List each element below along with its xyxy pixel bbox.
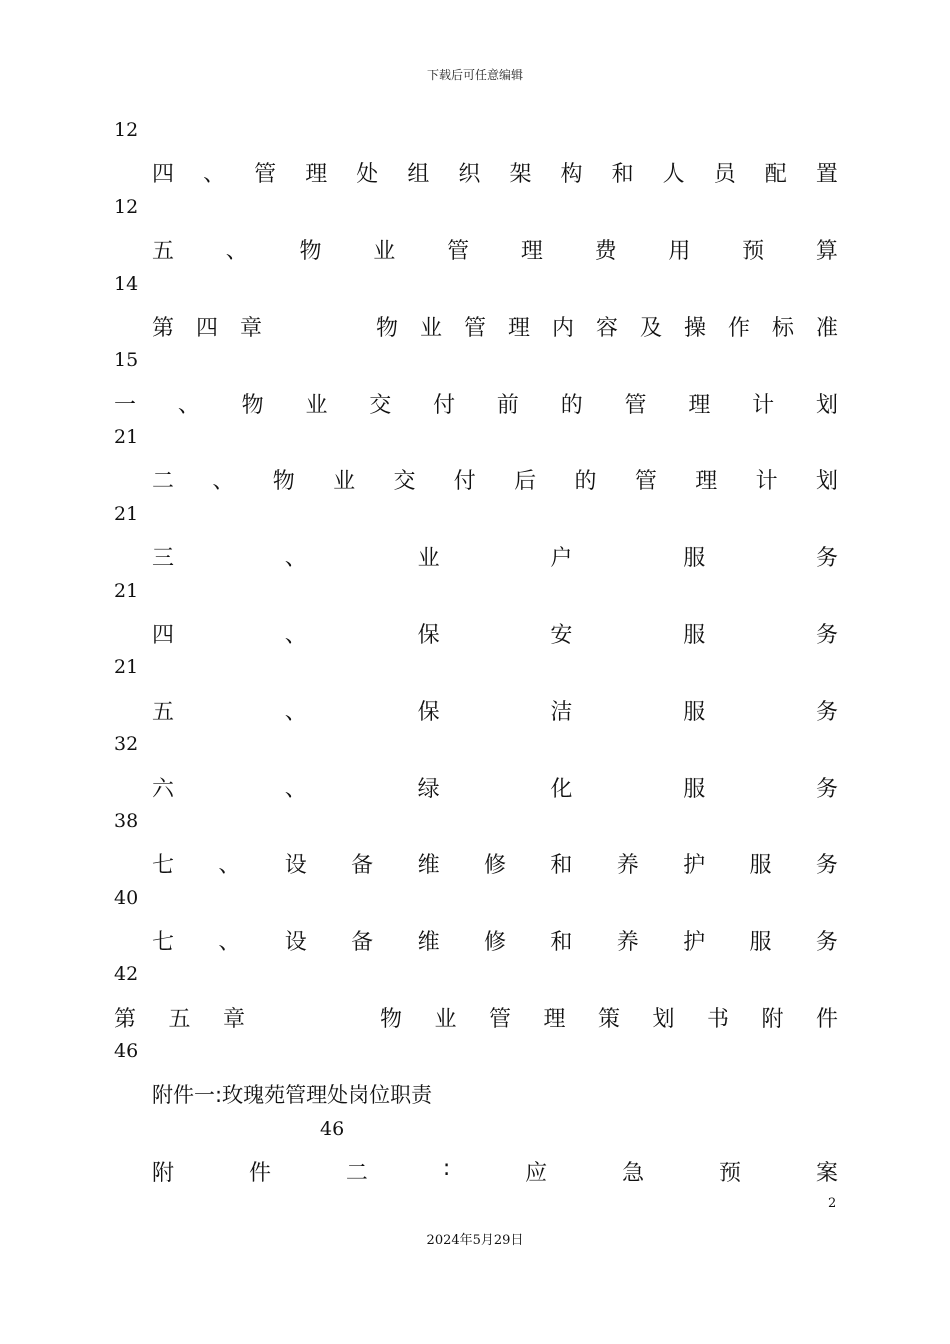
toc-char: 四 xyxy=(196,316,219,341)
toc-char: 交 xyxy=(369,393,392,418)
toc-char: 及 xyxy=(639,316,662,341)
page-header: 下载后可任意编辑 xyxy=(426,68,523,82)
toc-char: 策 xyxy=(597,1007,620,1032)
toc-char: 前 xyxy=(496,393,519,418)
toc-entry[interactable] xyxy=(152,464,838,495)
toc-char: 服 xyxy=(749,930,772,955)
toc-chapter-entry[interactable] xyxy=(114,1002,838,1033)
toc-char: 修 xyxy=(483,930,506,955)
toc-char: 算 xyxy=(815,239,838,264)
toc-entry[interactable] xyxy=(152,772,838,803)
toc-char: 三 xyxy=(152,546,175,571)
toc-char: 标 xyxy=(771,316,794,341)
toc-char: 理 xyxy=(507,316,530,341)
toc-char: 物 xyxy=(272,469,295,494)
toc-char: 、 xyxy=(177,393,200,418)
toc-char: 内 xyxy=(551,316,574,341)
toc-char: 户 xyxy=(550,546,573,571)
toc-char: 理 xyxy=(695,469,718,494)
toc-page-number: 46 xyxy=(320,1118,345,1140)
toc-char: 置 xyxy=(815,162,838,187)
toc-char: 章 xyxy=(223,1007,246,1032)
toc-char: 服 xyxy=(683,546,706,571)
toc-char: 费 xyxy=(594,239,617,264)
toc-char: 、 xyxy=(212,469,235,494)
toc-char: 交 xyxy=(393,469,416,494)
toc-entry[interactable] xyxy=(152,157,838,188)
toc-char: 件 xyxy=(248,1161,271,1186)
toc-char: 容 xyxy=(595,316,618,341)
toc-char: 用 xyxy=(668,239,691,264)
toc-char: 服 xyxy=(683,623,706,648)
toc-page-number: 40 xyxy=(114,887,139,909)
toc-char: 务 xyxy=(815,700,838,725)
toc-char: 护 xyxy=(683,930,706,955)
toc-char: 服 xyxy=(749,853,772,878)
toc-page-number: 15 xyxy=(114,349,139,371)
toc-char: 四 xyxy=(152,162,175,187)
toc-char: 养 xyxy=(616,853,639,878)
toc-char: 化 xyxy=(550,777,573,802)
toc-char: 、 xyxy=(218,930,241,955)
toc-char: 务 xyxy=(815,546,838,571)
toc-char: 和 xyxy=(611,162,634,187)
toc-char: 操 xyxy=(683,316,706,341)
toc-page-number: 21 xyxy=(114,580,139,602)
toc-char: 洁 xyxy=(550,700,573,725)
toc-page-number: 42 xyxy=(114,963,139,985)
toc-char: 设 xyxy=(284,853,307,878)
toc-char: 管 xyxy=(624,393,647,418)
toc-char: 维 xyxy=(417,853,440,878)
toc-char: 划 xyxy=(815,469,838,494)
toc-char: 服 xyxy=(683,700,706,725)
toc-page-number: 21 xyxy=(114,426,139,448)
toc-char: 业 xyxy=(419,316,442,341)
toc-entry[interactable] xyxy=(152,618,838,649)
toc-page-number: 14 xyxy=(114,273,139,295)
toc-char: 章 xyxy=(240,316,263,341)
toc-char: 物 xyxy=(241,393,264,418)
toc-char: 组 xyxy=(407,162,430,187)
toc-char: 五 xyxy=(152,239,175,264)
toc-char: 业 xyxy=(434,1007,457,1032)
toc-char: 维 xyxy=(417,930,440,955)
toc-char: 业 xyxy=(305,393,328,418)
toc-char: 管 xyxy=(463,316,486,341)
toc-char: 预 xyxy=(742,239,765,264)
toc-char: 准 xyxy=(815,316,838,341)
toc-char: 和 xyxy=(550,853,573,878)
toc-entry[interactable] xyxy=(152,1156,838,1187)
toc-char: 理 xyxy=(688,393,711,418)
toc-entry[interactable] xyxy=(152,925,838,956)
toc-char: 护 xyxy=(683,853,706,878)
toc-char: 备 xyxy=(351,853,374,878)
toc-char: 保 xyxy=(417,623,440,648)
toc-page-number: 21 xyxy=(114,656,139,678)
toc-char: 第 xyxy=(114,1007,137,1032)
toc-char: 、 xyxy=(284,546,307,571)
toc-char: 织 xyxy=(458,162,481,187)
toc-char: 绿 xyxy=(417,777,440,802)
toc-chapter-entry[interactable] xyxy=(114,388,838,419)
toc-char: 和 xyxy=(550,930,573,955)
toc-char: 业 xyxy=(373,239,396,264)
toc-char: 修 xyxy=(483,853,506,878)
toc-char: 二 xyxy=(152,469,175,494)
toc-gap xyxy=(278,1002,348,1033)
toc-char: 书 xyxy=(706,1007,729,1032)
toc-char: 保 xyxy=(417,700,440,725)
toc-char: 理 xyxy=(520,239,543,264)
toc-char: 六 xyxy=(152,777,175,802)
toc-page-number: 46 xyxy=(114,1040,139,1062)
toc-annex-entry[interactable]: 附件一:玫瑰苑管理处岗位职责 xyxy=(152,1083,433,1107)
toc-char: 服 xyxy=(683,777,706,802)
toc-char: 作 xyxy=(727,316,750,341)
toc-char: 人 xyxy=(662,162,685,187)
toc-char: 、 xyxy=(284,700,307,725)
toc-entry[interactable] xyxy=(152,541,838,572)
toc-entry[interactable] xyxy=(152,311,838,342)
toc-page-number: 32 xyxy=(114,733,139,755)
toc-char: 务 xyxy=(815,853,838,878)
toc-gap xyxy=(284,311,354,342)
toc-char: 第 xyxy=(152,316,175,341)
toc-char: 划 xyxy=(652,1007,675,1032)
toc-char: 、 xyxy=(284,777,307,802)
toc-char: 架 xyxy=(509,162,532,187)
toc-char: : xyxy=(442,1156,451,1181)
toc-char: 付 xyxy=(453,469,476,494)
toc-char: 物 xyxy=(379,1007,402,1032)
toc-char: 一 xyxy=(114,393,137,418)
toc-char: 的 xyxy=(574,469,597,494)
toc-char: 物 xyxy=(299,239,322,264)
toc-char: 管 xyxy=(488,1007,511,1032)
toc-page-number: 38 xyxy=(114,810,139,832)
toc-char: 、 xyxy=(225,239,248,264)
toc-char: 务 xyxy=(815,930,838,955)
toc-char: 附 xyxy=(761,1007,784,1032)
page-number: 2 xyxy=(828,1196,837,1211)
toc-char: 计 xyxy=(752,393,775,418)
toc-char: 理 xyxy=(305,162,328,187)
toc-char: 四 xyxy=(152,623,175,648)
toc-char: 、 xyxy=(218,853,241,878)
toc-page-number: 21 xyxy=(114,503,139,525)
toc-char: 应 xyxy=(525,1161,548,1186)
toc-char: 、 xyxy=(284,623,307,648)
toc-char: 五 xyxy=(152,700,175,725)
toc-char: 二 xyxy=(345,1161,368,1186)
toc-char: 七 xyxy=(152,930,175,955)
toc-entry[interactable] xyxy=(152,848,838,879)
toc-char: 务 xyxy=(815,623,838,648)
toc-char: 管 xyxy=(254,162,277,187)
toc-entry[interactable] xyxy=(152,695,838,726)
toc-char: 预 xyxy=(719,1161,742,1186)
toc-char: 设 xyxy=(284,930,307,955)
toc-char: 管 xyxy=(634,469,657,494)
toc-char: 后 xyxy=(514,469,537,494)
toc-char: 付 xyxy=(433,393,456,418)
page-footer-date: 2024年5月29日 xyxy=(426,1233,524,1248)
toc-char: 业 xyxy=(333,469,356,494)
toc-char: 理 xyxy=(543,1007,566,1032)
toc-page-number: 12 xyxy=(114,119,139,141)
toc-char: 附 xyxy=(152,1161,175,1186)
toc-char: 物 xyxy=(375,316,398,341)
toc-char: 配 xyxy=(764,162,787,187)
toc-char: 案 xyxy=(815,1161,838,1186)
toc-char: 件 xyxy=(815,1007,838,1032)
toc-char: 计 xyxy=(755,469,778,494)
toc-entry[interactable] xyxy=(152,234,838,265)
toc-char: 安 xyxy=(550,623,573,648)
toc-char: 备 xyxy=(351,930,374,955)
toc-page-number: 12 xyxy=(114,196,139,218)
toc-char: 急 xyxy=(622,1161,645,1186)
toc-char: 划 xyxy=(815,393,838,418)
toc-char: 务 xyxy=(815,777,838,802)
toc-char: 的 xyxy=(560,393,583,418)
toc-char: 构 xyxy=(560,162,583,187)
toc-char: 七 xyxy=(152,853,175,878)
toc-char: 养 xyxy=(616,930,639,955)
toc-char: 员 xyxy=(713,162,736,187)
toc-char: 业 xyxy=(417,546,440,571)
toc-char: 管 xyxy=(447,239,470,264)
toc-char: 五 xyxy=(168,1007,191,1032)
toc-char: 、 xyxy=(203,162,226,187)
toc-char: 处 xyxy=(356,162,379,187)
